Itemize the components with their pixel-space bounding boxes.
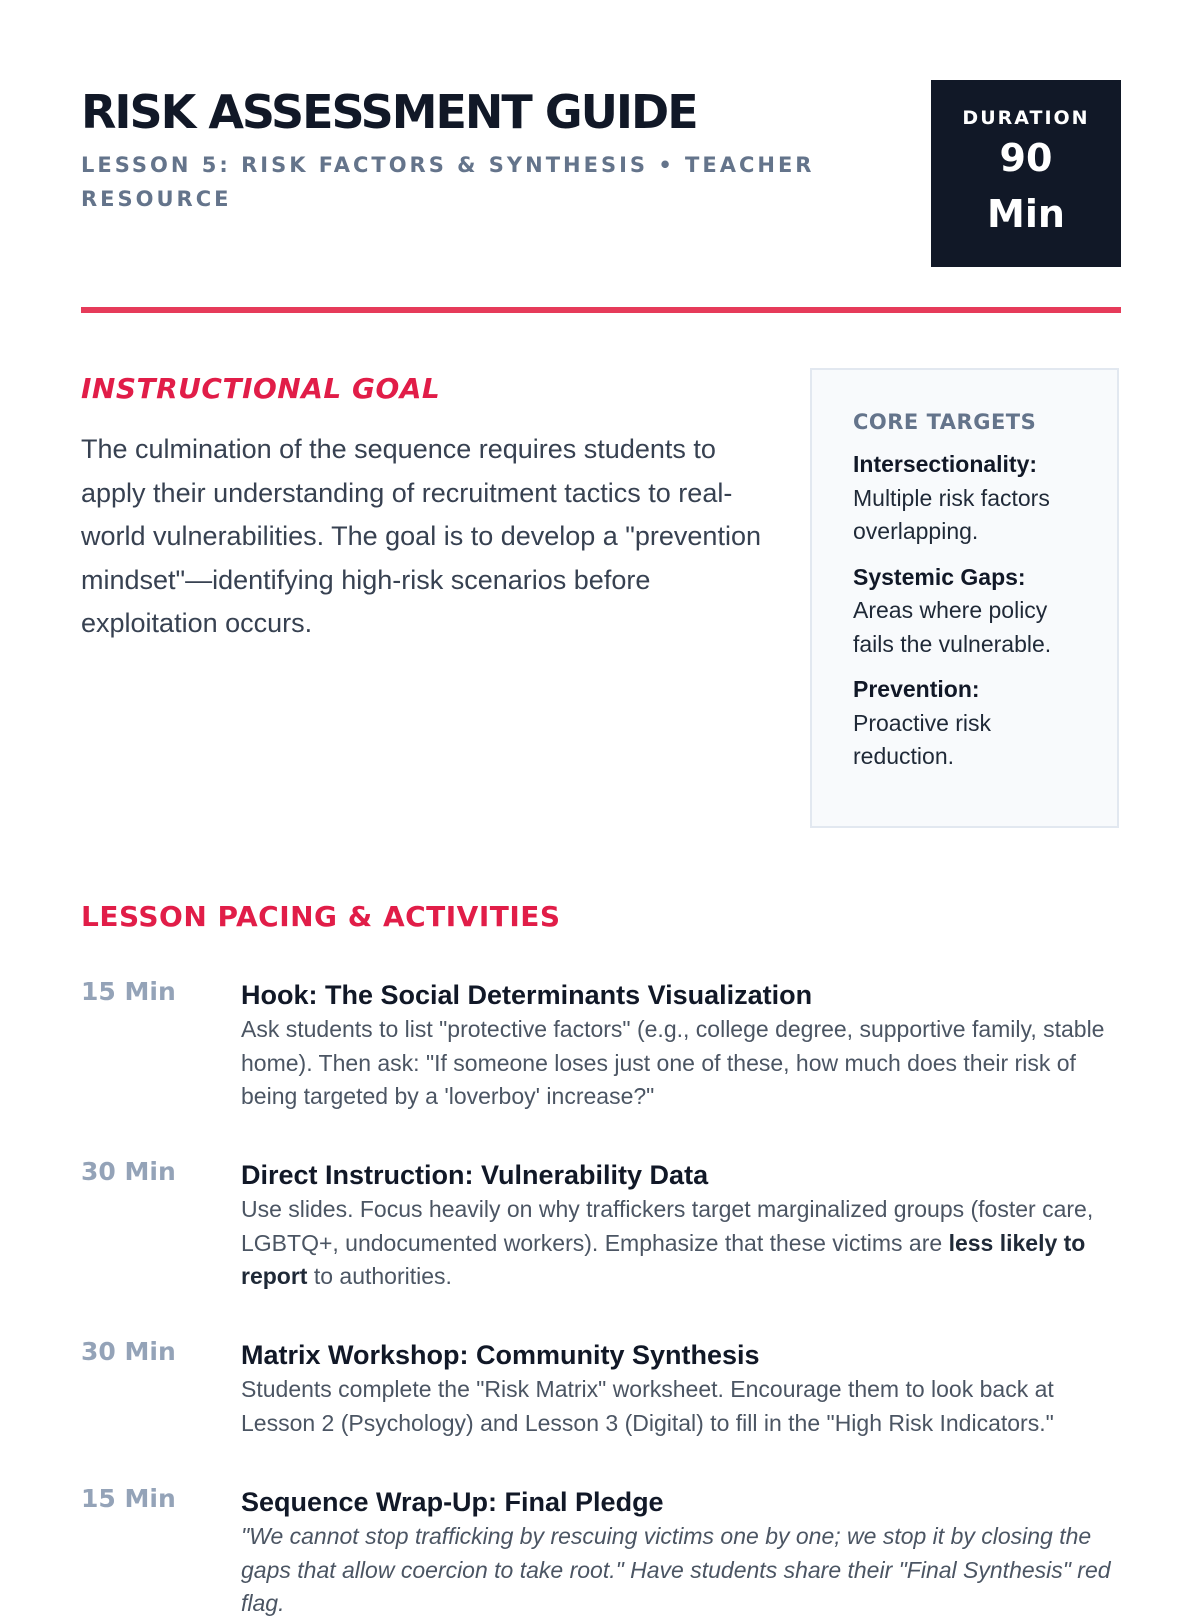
activity-time: 15 Min: [81, 1484, 176, 1513]
duration-badge: [931, 80, 1121, 267]
activity-title: Sequence Wrap-Up: Final Pledge: [241, 1487, 664, 1517]
instructional-goal-text: The culmination of the sequence requires students to apply their understanding of recruitment tactics to real-world vulnerabilities. The goal is to develop a "prevention mindset"—identifying high-risk scenarios before exploitation occurs.: [81, 434, 761, 638]
core-target-term: Intersectionality:: [853, 451, 1038, 477]
activity-description: [241, 1193, 1121, 1294]
page-subtitle: LESSON 5: RISK FACTORS & SYNTHESIS • TEACHER RESOURCE: [81, 153, 815, 211]
activity-time: 30 Min: [81, 1337, 176, 1366]
page-title: RISK ASSESSMENT GUIDE: [81, 85, 697, 139]
instructional-goal-heading: INSTRUCTIONAL GOAL: [81, 372, 441, 405]
activity-description-text: Use slides. Focus heavily on why traffickers target marginalized groups (foster care, LGBTQ+, undocumented workers). Emphasize that these victims are: [241, 1196, 1094, 1256]
core-target-term: Systemic Gaps:: [853, 563, 1026, 590]
activity-body: [241, 1157, 1121, 1294]
core-targets-box: [810, 368, 1119, 828]
activity-time: 30 Min: [81, 1157, 176, 1186]
core-target-term: Prevention:: [853, 676, 980, 702]
duration-label: DURATION: [962, 107, 1090, 129]
activity-time: 15 Min: [81, 977, 176, 1006]
activity-title: Hook: The Social Determinants Visualization: [241, 980, 813, 1010]
core-target-text: Multiple risk factors overlapping.: [853, 484, 1050, 544]
activity-body: [241, 1484, 1121, 1621]
activity-title: Matrix Workshop: Community Synthesis: [241, 1340, 760, 1370]
header-divider: [81, 307, 1121, 313]
lesson-pacing-heading: LESSON PACING & ACTIVITIES: [81, 900, 561, 933]
duration-unit: Min: [987, 192, 1065, 236]
core-target-item: [853, 673, 1093, 774]
activity-description-emphasis: less likely to report: [241, 1229, 1086, 1289]
core-target-text: Areas where policy fails the vulnerable.: [853, 597, 1052, 657]
core-target-item: [853, 448, 1093, 549]
activity-title: Direct Instruction: Vulnerability Data: [241, 1160, 709, 1190]
core-target-item: [853, 561, 1093, 662]
lesson-guide-page: [81, 0, 1121, 1616]
activity-description: Students complete the "Risk Matrix" worksheet. Encourage them to look back at Lesson 2 (Psychology) and Lesson 3 (Digital) to fill in the "High Risk Indicators.": [241, 1376, 1054, 1436]
core-target-text: Proactive risk reduction.: [853, 709, 992, 769]
activity-body: [241, 1337, 1121, 1440]
activity-description: "We cannot stop trafficking by rescuing victims one by one; we stop it by closing the gaps that allow coercion to take root." Have students share their "Final Synthesis" red flag.: [241, 1523, 1111, 1616]
core-targets-heading: CORE TARGETS: [853, 410, 1037, 434]
activity-body: [241, 977, 1121, 1114]
duration-value: 90: [999, 136, 1053, 180]
activity-description: Ask students to list "protective factors" (e.g., college degree, supportive family, stable home). Then ask: "If someone loses just one of these, how much does their risk of being targeted by a 'loverboy' increase?": [241, 1016, 1105, 1109]
activity-description-text: to authorities.: [307, 1263, 452, 1289]
